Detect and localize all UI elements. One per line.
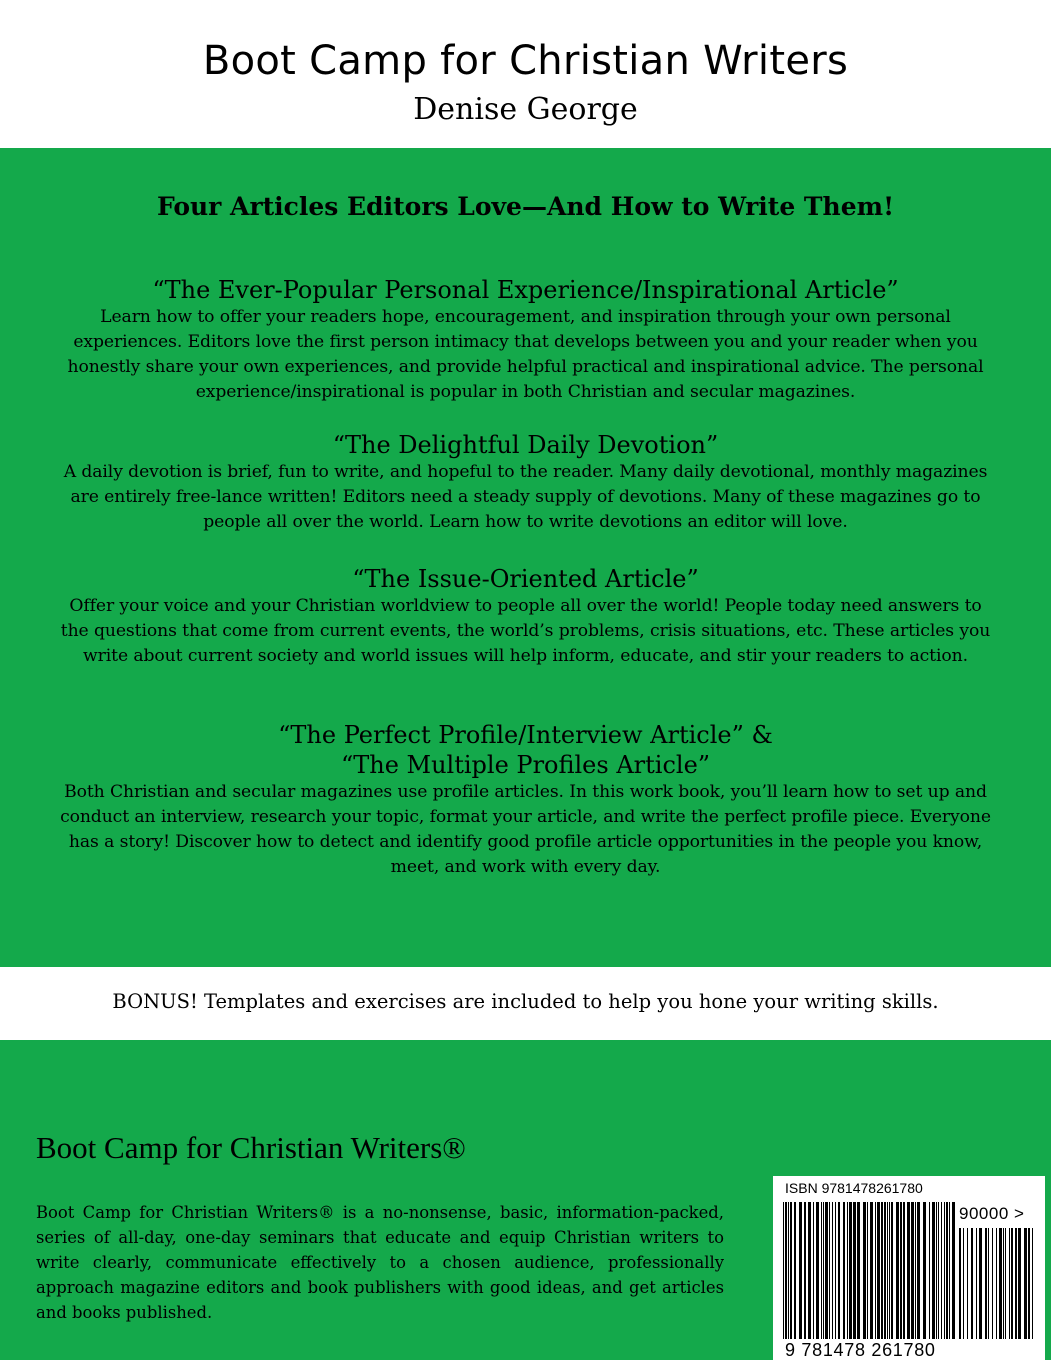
section-title: “The Issue-Oriented Article” [352,565,699,593]
barcode-bar [932,1202,935,1339]
barcode-bar [903,1202,905,1339]
barcode-bar [813,1202,814,1339]
section-issue-oriented [55,564,996,669]
barcode-bar [857,1202,860,1339]
barcode-bar [979,1228,982,1339]
barcode-bar [825,1202,828,1339]
barcode-bar [1018,1228,1021,1339]
barcode-bar [1011,1228,1013,1339]
barcode-bar [794,1202,796,1339]
barcode-bar [967,1228,968,1339]
barcode-bar [1032,1228,1033,1339]
barcode-bar [870,1202,873,1339]
brand-description: Boot Camp for Christian Writers® is a no-nonsense, basic, information-packed, series of all-day, one-day seminars that educate and equip Christian writers to write clearly, communicate effectively to a chosen audience, professionally approach magazine editors and book publishers with good ideas, and get articles and books published. [36,1203,724,1322]
barcode-bar [944,1202,945,1339]
barcode-bar [838,1202,840,1339]
barcode-bar [952,1202,955,1339]
barcode-bar [938,1202,939,1339]
barcode-bar [790,1202,792,1339]
barcode-bar [808,1202,811,1339]
section-body: Offer your voice and your Christian worldview to people all over the world! People today need answers to the questions that come from current events, the world’s problems, crisis situations, etc. These articles you write about current society and world issues will help inform, educate, and stir your readers to action. [60,596,991,666]
isbn-digits: 9 781478 261780 [785,1340,936,1360]
brand-title: Boot Camp for Christian Writers® [36,1130,466,1165]
barcode-bar [823,1202,824,1339]
barcode-bar [900,1202,902,1339]
barcode-bar [804,1202,806,1339]
barcode-bar [847,1202,848,1339]
barcode-bar [936,1202,937,1339]
barcode-bar [889,1202,890,1339]
barcode-bar [788,1202,789,1339]
barcode-bar [829,1202,830,1339]
barcode-bar [835,1202,836,1339]
section-title: “The Ever-Popular Personal Experience/Inspirational Article” [152,276,899,304]
barcode-bar [896,1202,899,1339]
barcode-bar [1005,1228,1006,1339]
header [0,0,1051,148]
barcode-bar [929,1202,930,1339]
barcode-bar [923,1202,926,1339]
barcode-bar [999,1228,1002,1339]
barcode-bar [887,1202,888,1339]
price-barcode [959,1228,1035,1339]
barcode-bar [907,1202,910,1339]
isbn-label: ISBN 9781478261780 [785,1180,923,1196]
barcode-bar [941,1202,942,1339]
section-title: “The Perfect Profile/Interview Article” & [278,721,773,749]
barcode-bar [971,1228,973,1339]
barcode-bar [849,1202,852,1339]
section-subtitle: “The Multiple Profiles Article” [340,751,711,779]
barcode-bar [996,1228,997,1339]
barcode-bar [992,1228,993,1339]
barcode-bar [911,1202,914,1339]
barcode-bar [1024,1228,1027,1339]
barcode-bar [917,1202,920,1339]
section-body: Learn how to offer your readers hope, encouragement, and inspiration through your own personal experiences. Editors love the first person intimacy that develops between you and your reader when you honestly share your own experiences, and provide helpful practical and inspirational advice. The personal experience/inspirational is popular in both Christian and secular magazines. [67,307,984,402]
barcode-bar [853,1202,856,1339]
headline: Four Articles Editors Love—And How to Write Them! [156,192,895,221]
barcode-bar [867,1202,868,1339]
barcode-bar [783,1202,784,1339]
barcode-bar [881,1202,883,1339]
section-profile-interview [55,720,996,880]
section-daily-devotion [55,430,996,535]
isbn-barcode [783,1202,955,1339]
barcode-bar [884,1202,886,1339]
barcode-bar [799,1202,802,1339]
barcode-bar [832,1202,833,1339]
barcode-bar [959,1228,961,1339]
section-body: Both Christian and secular magazines use profile articles. In this work book, you’ll learn how to set up and conduct an interview, research your topic, format your article, and write the perfect profile piece. Everyone has a story! Discover how to detect and identify good profile article opportunities in the people you know, meet, and work with every day. [60,782,991,877]
barcode-bar [785,1202,787,1339]
barcode-bar [988,1228,989,1339]
section-personal-experience [55,275,996,405]
articles-panel [0,148,1051,967]
barcode-bar [843,1202,845,1339]
barcode-bar [816,1202,819,1339]
barcode-bar [985,1228,987,1339]
book-title: Boot Camp for Christian Writers [202,38,849,84]
barcode-bar [863,1202,866,1339]
price-code: 90000 > [959,1204,1025,1223]
barcode-bar [875,1202,876,1339]
brand-panel [0,1040,1051,1360]
barcode-bar [1028,1228,1030,1339]
barcode-bar [946,1202,948,1339]
bonus-band [0,967,1051,1040]
barcode-bar [891,1202,893,1339]
barcode-bar [949,1202,950,1339]
barcode-bar [1009,1228,1010,1339]
bonus-text: BONUS! Templates and exercises are included to help you hone your writing skills. [112,990,939,1013]
barcode-bar [877,1202,880,1339]
barcode-bar [963,1228,964,1339]
barcode-bar [976,1228,977,1339]
author-name: Denise George [413,92,638,127]
barcode-bar [821,1202,822,1339]
barcode-bar [1015,1228,1017,1339]
section-body: A daily devotion is brief, fun to write, and hopeful to the reader. Many daily devotional, monthly magazines are entirely free-lance written! Editors need a steady supply of devotions. Many of these magazines go to people all over the world. Learn how to write devotions an editor will love. [63,462,988,532]
section-title: “The Delightful Daily Devotion” [332,431,719,459]
barcode-bar [915,1202,916,1339]
barcode-box [773,1176,1045,1362]
barcode-bar [1003,1228,1004,1339]
